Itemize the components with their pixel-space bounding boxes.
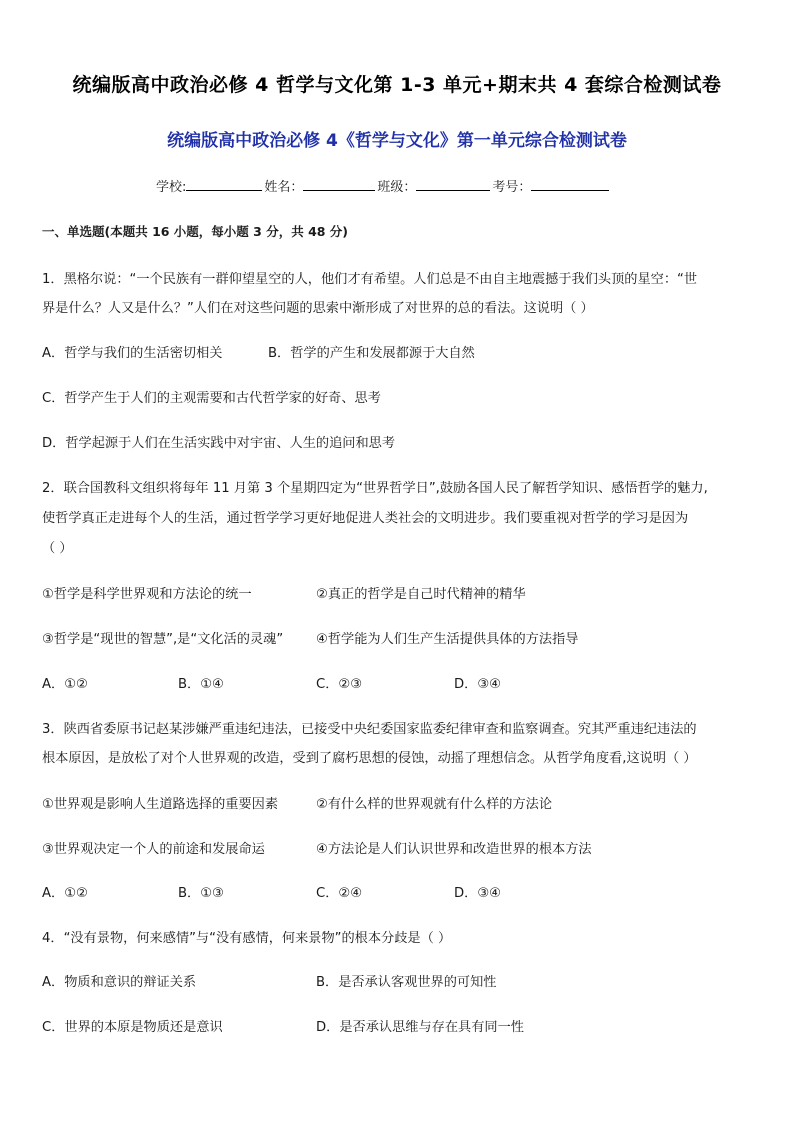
sub-title: 统编版高中政治必修 4《哲学与文化》第一单元综合检测试卷 <box>167 131 627 151</box>
statement-1: ①哲学是科学世界观和方法论的统一 <box>42 587 252 602</box>
option-b: B．是否承认客观世界的可知性 <box>316 975 497 990</box>
option-d: D．③④ <box>454 677 501 692</box>
section-heading: 一、单选题(本题共 16 小题，每小题 3 分，共 48 分) <box>42 224 349 239</box>
school-label: 学校: <box>156 180 187 195</box>
statement-3: ③世界观决定一个人的前途和发展命运 <box>42 842 265 857</box>
number-blank <box>531 178 609 191</box>
school-blank <box>186 178 262 191</box>
name-blank <box>303 178 375 191</box>
option-a: A．物质和意识的辩证关系 <box>42 975 197 990</box>
option-d: D．哲学起源于人们在生活实践中对宇宙、人生的追问和思考 <box>42 436 396 451</box>
option-d: D．是否承认思维与存在具有同一性 <box>316 1020 524 1035</box>
question-stem-line: 2．联合国教科文组织将每年 11 月第 3 个星期四定为“世界哲学日”,鼓励各国人民了解哲学知识、感悟哲学的魅力, <box>42 481 708 496</box>
question-stem-line: 界是什么？人又是什么？”人们在对这些问题的思索中渐形成了对世界的总的看法。这说明（ ） <box>42 301 594 316</box>
student-info-row <box>156 176 611 195</box>
question-stem-line: 4．“没有景物，何来感情”与“没有感情，何来景物”的根本分歧是（ ） <box>42 931 452 946</box>
question-stem-line: 1．黑格尔说：“一个民族有一群仰望星空的人，他们才有希望。人们总是不由自主地震撼于我们头顶的星空：“世 <box>42 272 698 287</box>
option-b: B．①③ <box>178 886 224 901</box>
option-c: C．②③ <box>316 677 363 692</box>
name-label: 姓名： <box>264 180 304 195</box>
class-label: 班级： <box>377 180 417 195</box>
question-stem-line: （ ） <box>42 541 73 556</box>
statement-1: ①世界观是影响人生道路选择的重要因素 <box>42 797 279 812</box>
question-stem-line: 3．陕西省委原书记赵某涉嫌严重违纪违法，已接受中央纪委国家监委纪律审查和监察调查。究其严重违纪违法的 <box>42 722 697 737</box>
question-stem-line: 使哲学真正走进每个人的生活，通过哲学学习更好地促进人类社会的文明进步。我们要重视对哲学的学习是因为 <box>42 511 689 526</box>
statement-3: ③哲学是“现世的智慧”,是“文化活的灵魂” <box>42 632 284 647</box>
main-title: 统编版高中政治必修 4 哲学与文化第 1-3 单元+期末共 4 套综合检测试卷 <box>72 74 722 96</box>
question-stem-line: 根本原因，是放松了对个人世界观的改造，受到了腐朽思想的侵蚀，动摇了理想信念。从哲学角度看,这说明（ ） <box>42 751 697 766</box>
class-blank <box>416 178 490 191</box>
number-label: 考号： <box>492 180 532 195</box>
statement-4: ④哲学能为人们生产生活提供具体的方法指导 <box>316 632 579 647</box>
option-c: C．哲学产生于人们的主观需要和古代哲学家的好奇、思考 <box>42 391 381 406</box>
option-a: A．哲学与我们的生活密切相关 <box>42 346 223 361</box>
option-a: A．①② <box>42 677 88 692</box>
option-b: B．①④ <box>178 677 224 692</box>
option-d: D．③④ <box>454 886 501 901</box>
option-c: C．世界的本原是物质还是意识 <box>42 1020 223 1035</box>
option-c: C．②④ <box>316 886 363 901</box>
statement-4: ④方法论是人们认识世界和改造世界的根本方法 <box>316 842 592 857</box>
statement-2: ②真正的哲学是自己时代精神的精华 <box>316 587 526 602</box>
option-a: A．①② <box>42 886 88 901</box>
option-b: B．哲学的产生和发展都源于大自然 <box>268 346 475 361</box>
statement-2: ②有什么样的世界观就有什么样的方法论 <box>316 797 553 812</box>
